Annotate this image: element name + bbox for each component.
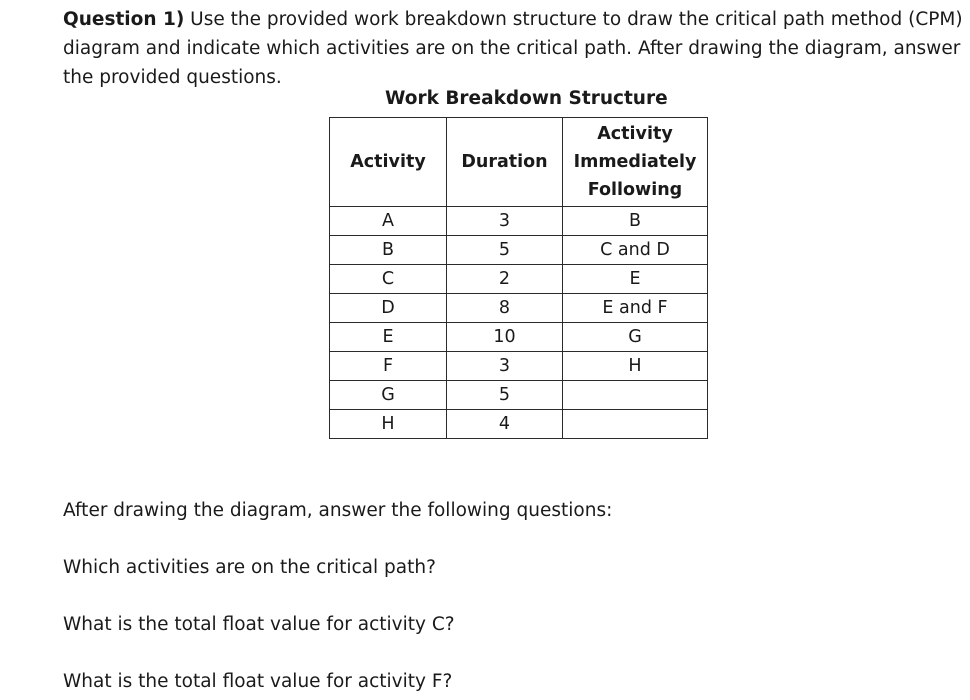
cell-activity: G: [330, 381, 447, 410]
cell-following: E and F: [563, 294, 708, 323]
cell-following: [563, 381, 708, 410]
cell-duration: 3: [447, 207, 563, 236]
table-row: [330, 207, 708, 236]
header-duration: Duration: [447, 118, 563, 207]
cell-duration: 5: [447, 381, 563, 410]
table-row: [330, 236, 708, 265]
table-row: [330, 352, 708, 381]
work-breakdown-table: [329, 117, 708, 439]
follow-up-question-float-c: What is the total float value for activity C?: [63, 614, 455, 635]
cell-duration: 3: [447, 352, 563, 381]
cell-following: E: [563, 265, 708, 294]
table-row: [330, 381, 708, 410]
follow-up-question-float-f: What is the total float value for activity F?: [63, 671, 453, 692]
cell-following: B: [563, 207, 708, 236]
cell-activity: H: [330, 410, 447, 439]
cell-duration: 5: [447, 236, 563, 265]
table-row: [330, 265, 708, 294]
cell-duration: 2: [447, 265, 563, 294]
cell-activity: A: [330, 207, 447, 236]
cell-duration: 4: [447, 410, 563, 439]
cell-following: C and D: [563, 236, 708, 265]
question-label: Question 1): [63, 9, 185, 30]
question-body: Use the provided work breakdown structure to draw the critical path method (CPM) diagram and indicate which activities are on the critical path. After drawing the diagram, answer the provided questions.: [63, 9, 963, 88]
table-row: [330, 323, 708, 352]
cell-duration: 10: [447, 323, 563, 352]
cell-activity: F: [330, 352, 447, 381]
follow-up-question-critical-path: Which activities are on the critical path?: [63, 557, 436, 578]
cell-activity: C: [330, 265, 447, 294]
cell-activity: B: [330, 236, 447, 265]
cell-following: H: [563, 352, 708, 381]
table-row: [330, 410, 708, 439]
cell-activity: E: [330, 323, 447, 352]
cell-activity: D: [330, 294, 447, 323]
cell-duration: 8: [447, 294, 563, 323]
cell-following: G: [563, 323, 708, 352]
table-title: Work Breakdown Structure: [385, 88, 668, 109]
header-following: Activity Immediately Following: [563, 118, 708, 207]
question-text: [63, 5, 963, 92]
table-header-row: [330, 118, 708, 207]
header-activity: Activity: [330, 118, 447, 207]
follow-up-intro: After drawing the diagram, answer the following questions:: [63, 500, 613, 521]
table-row: [330, 294, 708, 323]
cell-following: [563, 410, 708, 439]
